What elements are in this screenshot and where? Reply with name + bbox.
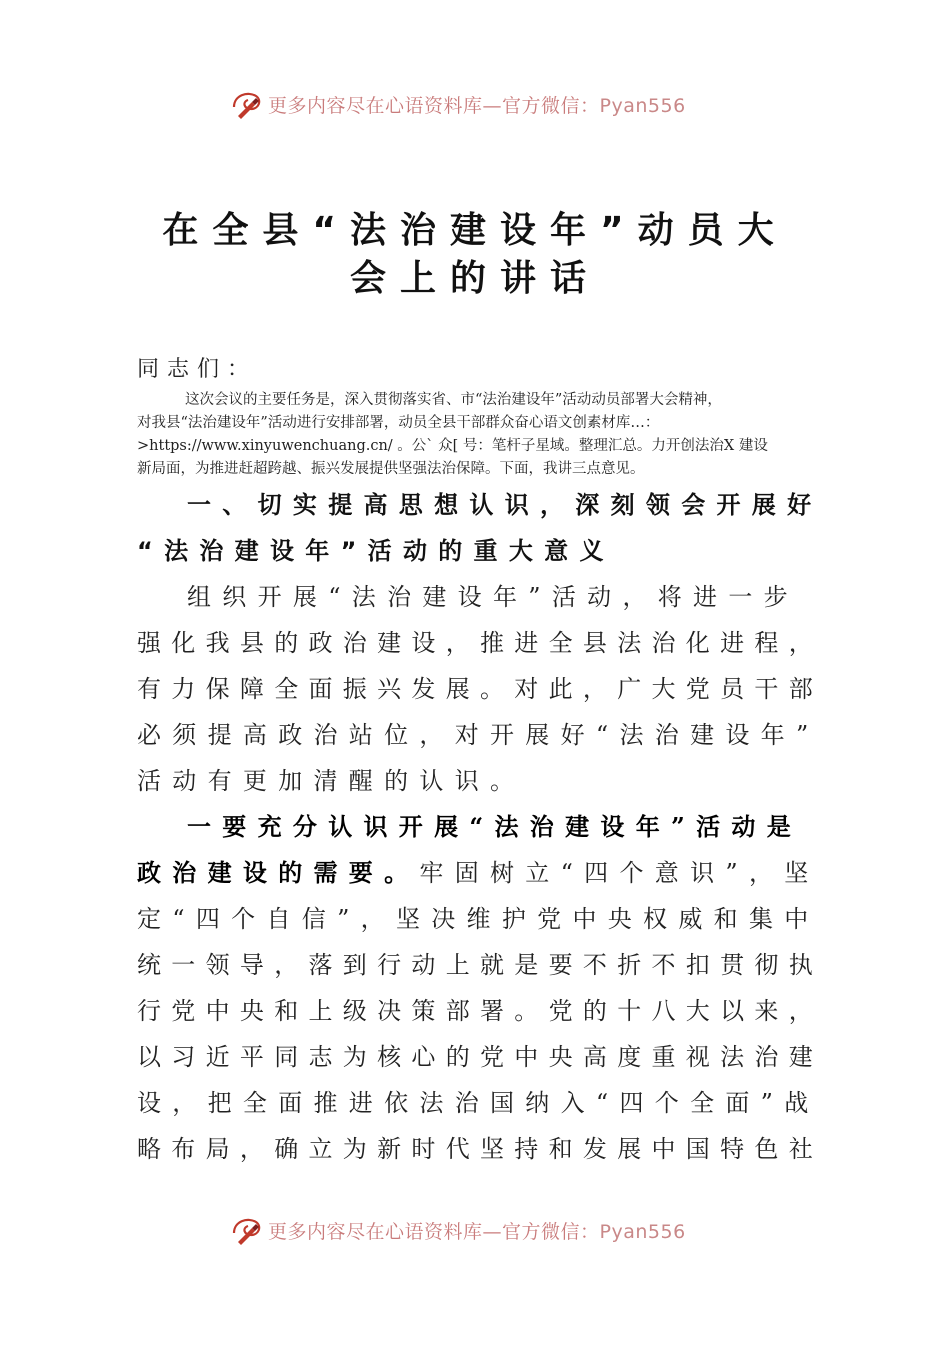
paragraph-line: 定“四个自信”，坚决维护党中央权威和集中 <box>137 905 820 933</box>
paragraph-line: 行党中央和上级决策部署。党的十八大以来， <box>137 997 823 1025</box>
mixed-line <box>137 850 827 896</box>
watermark-id: Pyan556 <box>599 94 686 117</box>
paragraph-line: 略布局，确立为新时代坚持和发展中国特色社 <box>137 1135 823 1163</box>
paragraph-line: 统一领导，落到行动上就是要不折不扣贯彻执 <box>137 951 823 979</box>
section-heading-line-1: 一、切实提高思想认识，深刻领会开展好 <box>187 491 823 519</box>
watermark-text <box>268 91 686 118</box>
paragraph-continuation: 牢固树立“四个意识”，坚 <box>419 859 820 887</box>
watermark-text <box>268 1217 686 1244</box>
section-heading-line-2: “法治建设年”活动的重大意义 <box>137 537 615 565</box>
pen-swirl-icon <box>230 87 264 121</box>
paragraph-line: 强化我县的政治建设，推进全县法治化进程， <box>137 629 823 657</box>
intro-line: 新局面，为推进赶超跨越、振兴发展提供坚强法治保障。下面，我讲三点意见。 <box>137 461 645 477</box>
footer-watermark <box>230 1212 686 1248</box>
paragraph-line: 设，把全面推进依法治国纳入“四个全面”战 <box>137 1089 820 1117</box>
intro-paragraph <box>137 389 837 481</box>
paragraph-line: 必须提高政治站位，对开展好“法治建设年” <box>137 721 820 749</box>
bold-lead-line: 一要充分认识开展“法治建设年”活动是 <box>187 812 803 841</box>
intro-line: 这次会议的主要任务是，深入贯彻落实省、市“法治建设年”活动动员部署大会精神， <box>185 392 722 408</box>
bold-lead-end: 政治建设的需要。 <box>137 858 420 887</box>
watermark-id: Pyan556 <box>599 1220 686 1243</box>
intro-line: 对我县“法治建设年”活动进行安排部署，动员全县干部群众奋心语文创素材库…： <box>137 415 660 431</box>
body-text <box>137 482 827 1172</box>
document-title-line-1: 在全县“法治建设年”动员大 <box>162 210 788 251</box>
greeting: 同志们： <box>137 357 258 382</box>
watermark-cn: 更多内容尽在心语资料库—官方微信： <box>268 1220 600 1243</box>
header-watermark <box>230 86 686 122</box>
paragraph-line: 有力保障全面振兴发展。对此，广大党员干部 <box>137 675 823 703</box>
paragraph-line: 活动有更加清醒的认识。 <box>137 767 526 795</box>
intro-line: >https://www.xinyuwenchuang.cn/ 。公` 众[ 号：笔杆子星域。整理汇总。力开创法治X 建设 <box>137 438 768 454</box>
paragraph-line: 组织开展“法治建设年”活动，将进一步 <box>187 583 799 611</box>
paragraph-line: 以习近平同志为核心的党中央高度重视法治建 <box>137 1043 823 1071</box>
document-title-line-2: 会上的讲话 <box>349 258 600 299</box>
pen-swirl-icon <box>230 1213 264 1247</box>
watermark-cn: 更多内容尽在心语资料库—官方微信： <box>268 94 600 117</box>
